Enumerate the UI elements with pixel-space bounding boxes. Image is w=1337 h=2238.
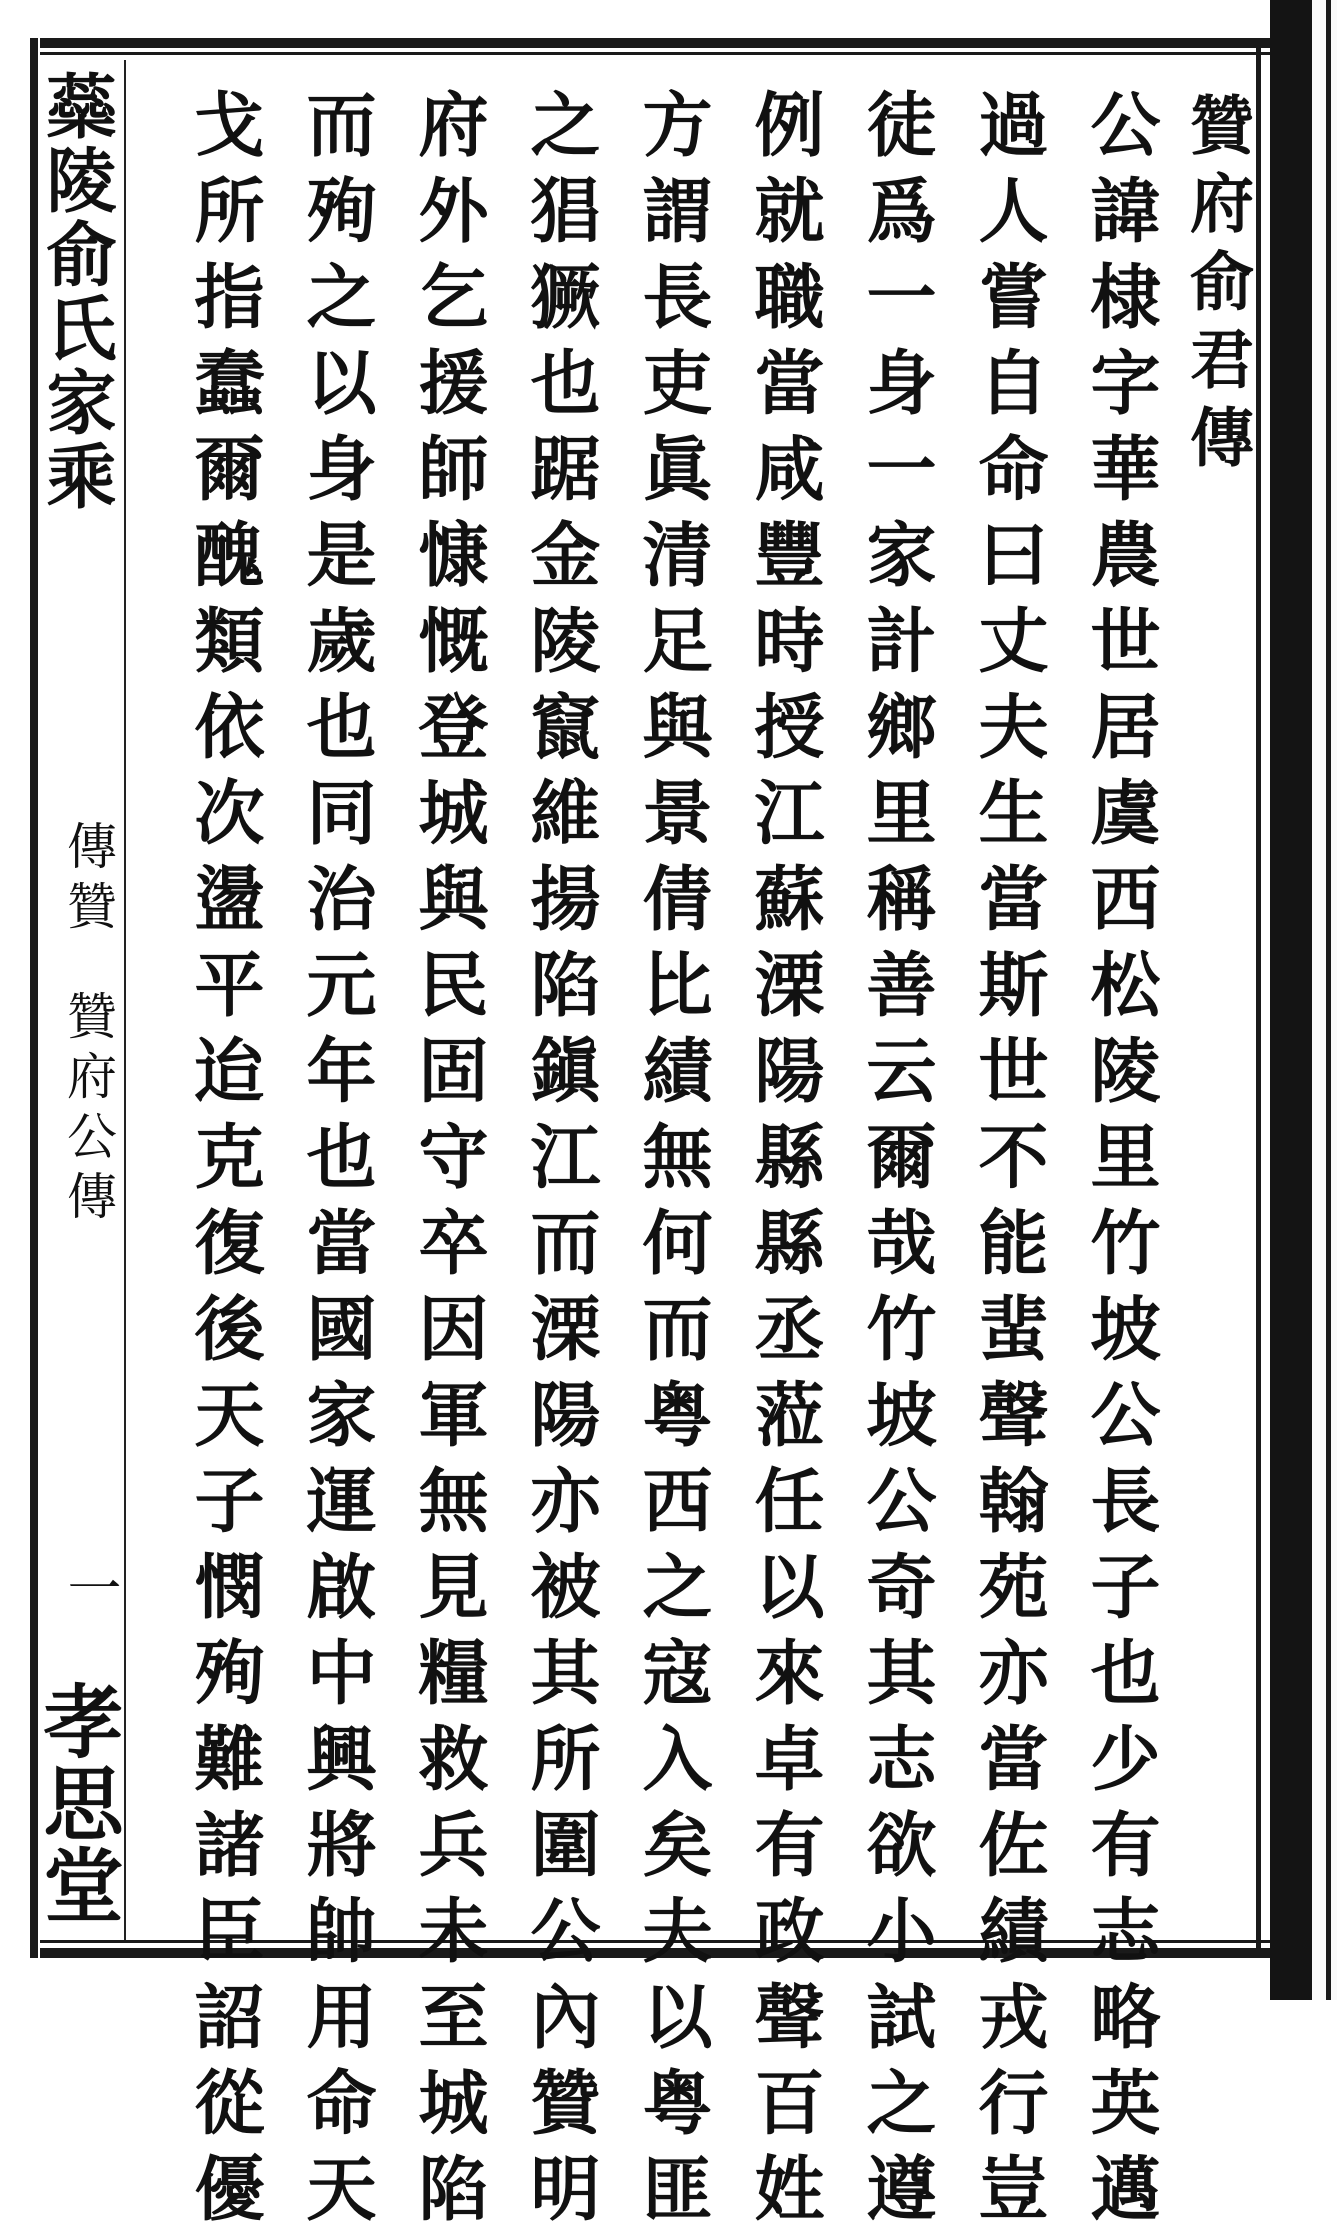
section-label: 傳贊 [59,820,117,940]
text-column-6: 之猖獗也踞金陵竄維揚陷鎭江而溧陽亦被其所圍公內贊明 [519,88,602,2238]
right-binding-edge [1270,0,1312,2000]
text-column-7: 府外乞援師慷慨登城與民固守卒因軍無見糧救兵未至城陷 [407,88,490,2238]
text-column-1: 公諱棣字華農世居虞西松陵里竹坡公長子也少有志略英邁 [1079,88,1162,2238]
text-column-9: 戈所指蠢爾醜類依次盪平迨克復後天子憫殉難諸臣詔從優 [183,88,266,2238]
top-border-inner [40,52,1270,55]
page-number: 一 [59,1560,122,1614]
chapter-title: 贊府俞君傳 [1179,92,1254,482]
text-column-8: 而殉之以身是歲也同治元年也當國家運啟中興將帥用命天 [295,88,378,2238]
text-column-4: 例就職當咸豐時授江蘇溧陽縣縣丞蒞任以來卓有政聲百姓 [743,88,826,2238]
text-column-3: 徒爲一身一家計鄉里稱善云爾哉竹坡公奇其志欲小試之遵 [855,88,938,2238]
text-column-5: 方謂長吏眞清足與景倩比績無何而粤西之寇入矣夫以粤匪 [631,88,714,2238]
next-page-border [1326,0,1331,2000]
next-page-strip [1312,0,1337,2000]
top-border [40,38,1270,48]
text-column-2: 過人嘗自命曰丈夫生當斯世不能蜚聲翰苑亦當佐績戎行豈 [967,88,1050,2238]
studio-name: 孝思堂 [30,1680,124,1926]
subsection-label: 贊府公傳 [59,990,117,1230]
book-title: 蘂陵俞氏家乘 [35,70,118,514]
